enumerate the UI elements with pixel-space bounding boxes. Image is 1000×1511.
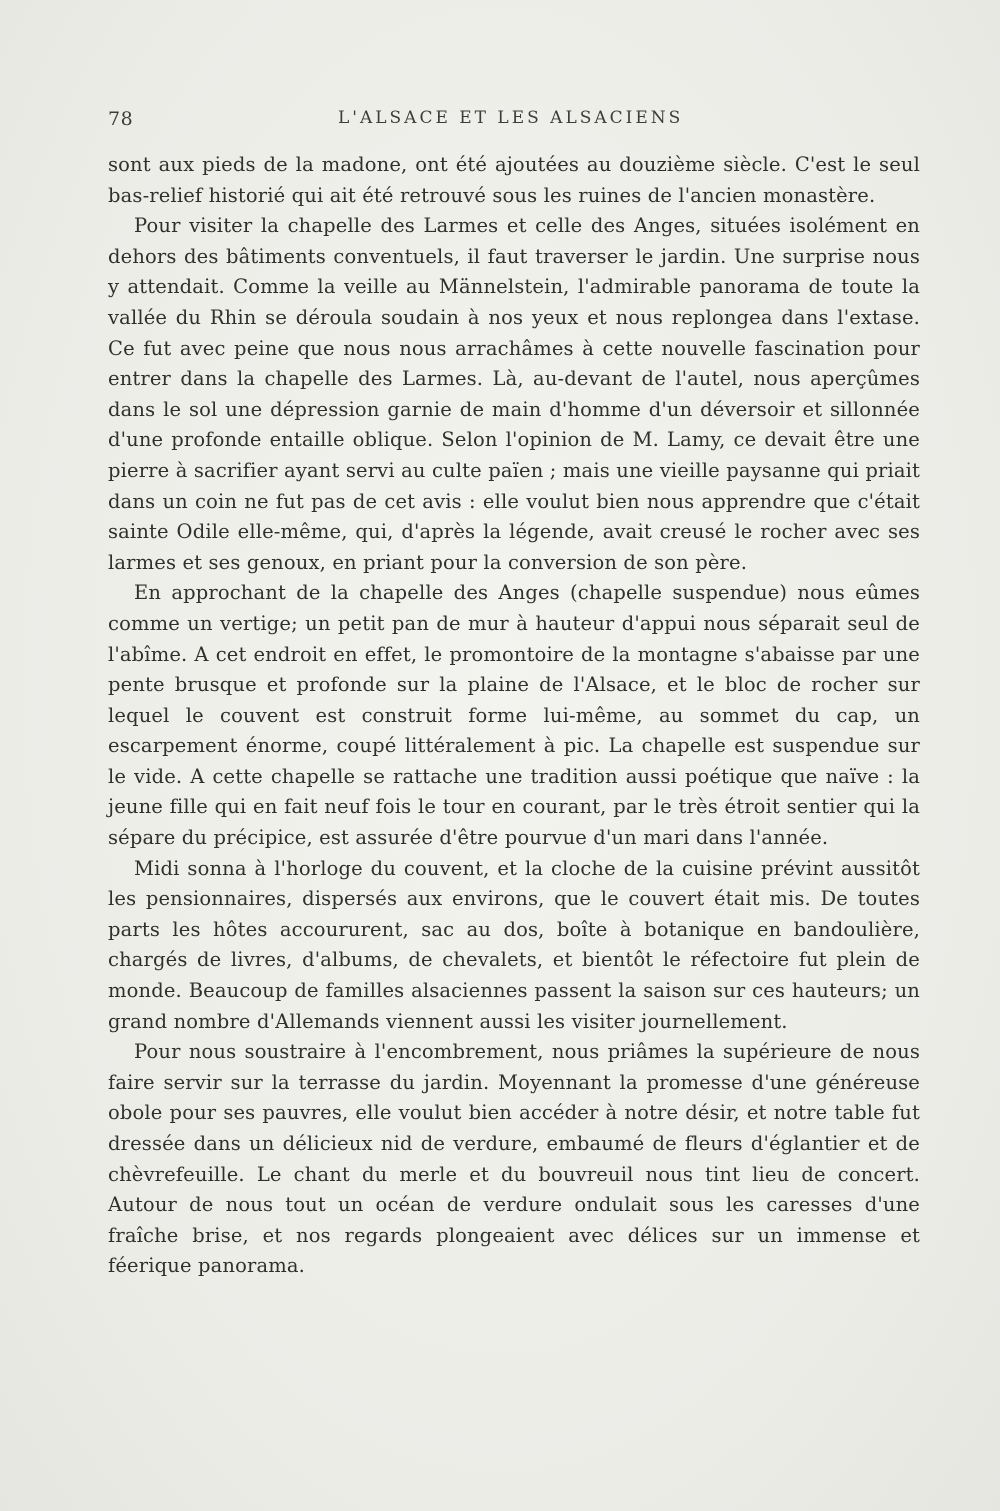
paragraph-continuation: sont aux pieds de la madone, ont été ajoutées au douzième siècle. C'est le seul bas-relief historié qui ait été retrouvé sous les ruines de l'ancien monastère. [108,153,920,207]
page-number: 78 [108,108,134,130]
paragraph-chapelle-des-anges: En approchant de la chapelle des Anges (chapelle suspendue) nous eûmes comme un vertige; un petit pan de mur à hauteur d'appui nous séparait seul de l'abîme. A cet endroit en effet, le promontoire de la montagne s'abaisse par une pente brusque et profonde sur la plaine de l'Alsace, et le bloc de rocher sur lequel le couvent est construit forme lui-même, au sommet du cap, un escarpement énorme, coupé littéralement à pic. La chapelle est suspendue sur le vide. A cette chapelle se rattache une tradition aussi poétique que naïve : la jeune fille qui en fait neuf fois le tour en courant, par le très étroit sentier qui la sépare du précipice, est assurée d'être pourvue d'un mari dans l'année. [108,581,920,850]
page-header [108,108,920,138]
paragraph-midi: Midi sonna à l'horloge du couvent, et la cloche de la cuisine prévint aussitôt les pensionnaires, dispersés aux environs, que le couvert était mis. De toutes parts les hôtes accoururent, sac au dos, boîte à botanique en bandoulière, chargés de livres, d'albums, de chevalets, et bientôt le réfectoire fut plein de monde. Beaucoup de familles alsaciennes passent la saison sur ces hauteurs; un grand nombre d'Allemands viennent aussi les visiter journellement. [108,856,920,1033]
running-title: L'ALSACE ET LES ALSACIENS [338,108,684,128]
body-text [108,150,920,1282]
paragraph-chapelle-des-larmes: Pour visiter la chapelle des Larmes et celle des Anges, situées isolément en dehors des bâtiments conventuels, il faut traverser le jardin. Une surprise nous y attendait. Comme la veille au Männelstein, l'admirable panorama de toute la vallée du Rhin se déroula soudain à nos yeux et nous replongea dans l'extase. Ce fut avec peine que nous nous arrachâmes à cette nouvelle fascination pour entrer dans la chapelle des Larmes. Là, au-devant de l'autel, nous aperçûmes dans le sol une dépression garnie de main d'homme d'un déversoir et sillonnée d'une profonde entaille oblique. Selon l'opinion de M. Lamy, ce devait être une pierre à sacrifier ayant servi au culte païen ; mais une vieille paysanne qui priait dans un coin ne fut pas de cet avis : elle voulut bien nous apprendre que c'était sainte Odile elle-même, qui, d'après la légende, avait creusé le rocher avec ses larmes et ses genoux, en priant pour la conversion de son père. [108,214,920,574]
paragraph-terrasse: Pour nous soustraire à l'encombrement, nous priâmes la supérieure de nous faire servir sur la terrasse du jardin. Moyennant la promesse d'une généreuse obole pour ses pauvres, elle voulut bien accéder à notre désir, et notre table fut dressée dans un délicieux nid de verdure, embaumé de fleurs d'églantier et de chèvrefeuille. Le chant du merle et du bouvreuil nous tint lieu de concert. Autour de nous tout un océan de verdure ondulait sous les caresses d'une fraîche brise, et nos regards plongeaient avec délices sur un immense et féerique panorama. [108,1040,920,1278]
